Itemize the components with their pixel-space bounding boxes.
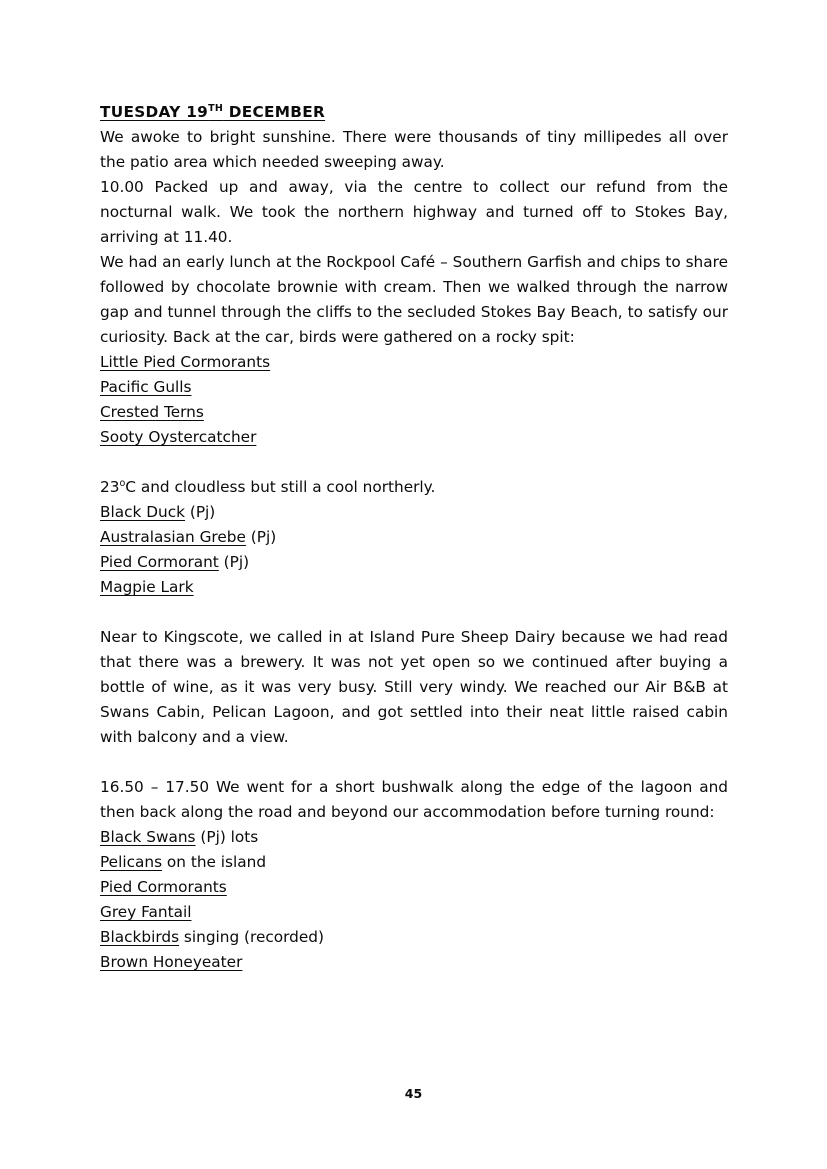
bird-list-item [100, 575, 728, 600]
bird-note: (Pj) [245, 528, 277, 546]
bird-list-rocky-spit [100, 350, 728, 450]
blank-line [100, 450, 728, 475]
bird-note: (Pj) [185, 503, 216, 521]
bird-list-item [100, 400, 728, 425]
bird-name: Brown Honeyeater [100, 953, 243, 971]
heading-suffix: DECEMBER [223, 103, 326, 121]
bird-name: Grey Fantail [100, 903, 192, 921]
paragraph-kingscote-airbnb: Near to Kingscote, we called in at Island Pure Sheep Dairy because we had read that there was a brewery. It was not yet open so we continued after buying a bottle of wine, as it was very busy. Still very windy. We reached our Air B&B at Swans Cabin, Pelican Lagoon, and got settled into their neat little raised cabin with balcony and a view. [100, 628, 728, 746]
bird-name: Pelicans [100, 853, 163, 871]
bird-name: Australasian Grebe [100, 528, 246, 546]
page-number: 45 [404, 1086, 423, 1101]
weather-temperature: 23 [100, 478, 120, 496]
bird-note: (Pj) [218, 553, 250, 571]
date-heading [100, 100, 728, 125]
bird-name: Magpie Lark [100, 578, 194, 596]
bird-list-item [100, 925, 728, 950]
bird-list-lagoon [100, 825, 728, 975]
bird-name: Sooty Oystercatcher [100, 428, 257, 446]
bird-name: Pied Cormorants [100, 878, 227, 896]
paragraph-morning-millipedes: We awoke to bright sunshine. There were thousands of tiny millipedes all over the patio area which needed sweeping away. [100, 128, 728, 171]
bird-list-item [100, 425, 728, 450]
bird-note: singing (recorded) [179, 928, 324, 946]
bird-name: Crested Terns [100, 403, 204, 421]
bird-note: (Pj) lots [195, 828, 259, 846]
paragraph-bushwalk: 16.50 – 17.50 We went for a short bushwalk along the edge of the lagoon and then back along the road and beyond our accommodation before turning round: [100, 778, 728, 821]
page-content [100, 100, 728, 975]
bird-list-item [100, 900, 728, 925]
bird-note: on the island [162, 853, 267, 871]
degree-symbol: o [119, 477, 126, 489]
paragraph-departure-stokes-bay: 10.00 Packed up and away, via the centre to collect our refund from the nocturnal walk. We took the northern highway and turned off to Stokes Bay, arriving at 11.40. [100, 178, 728, 246]
bird-name: Blackbirds [100, 928, 180, 946]
bird-name: Black Swans [100, 828, 196, 846]
weather-description: C and cloudless but still a cool northerly. [125, 478, 436, 496]
heading-ordinal: TH [208, 102, 224, 114]
bird-name: Pacific Gulls [100, 378, 192, 396]
bird-list-item [100, 550, 728, 575]
bird-name: Black Duck [100, 503, 185, 521]
bird-list-item [100, 375, 728, 400]
bird-list-item [100, 350, 728, 375]
bird-list-item [100, 500, 728, 525]
blank-line [100, 750, 728, 775]
heading-prefix: TUESDAY 19 [100, 103, 209, 121]
bird-list-item [100, 875, 728, 900]
weather-line [100, 475, 728, 500]
bird-list-item [100, 850, 728, 875]
bird-list-item [100, 825, 728, 850]
bird-list-item [100, 950, 728, 975]
bird-list-afternoon [100, 500, 728, 600]
bird-name: Pied Cormorant [100, 553, 219, 571]
bird-list-item [100, 525, 728, 550]
paragraph-lunch-rockpool-cafe: We had an early lunch at the Rockpool Café – Southern Garfish and chips to share followed by chocolate brownie with cream. Then we walked through the narrow gap and tunnel through the cliffs to the secluded Stokes Bay Beach, to satisfy our curiosity. Back at the car, birds were gathered on a rocky spit: [100, 253, 728, 346]
blank-line [100, 600, 728, 625]
bird-name: Little Pied Cormorants [100, 353, 271, 371]
